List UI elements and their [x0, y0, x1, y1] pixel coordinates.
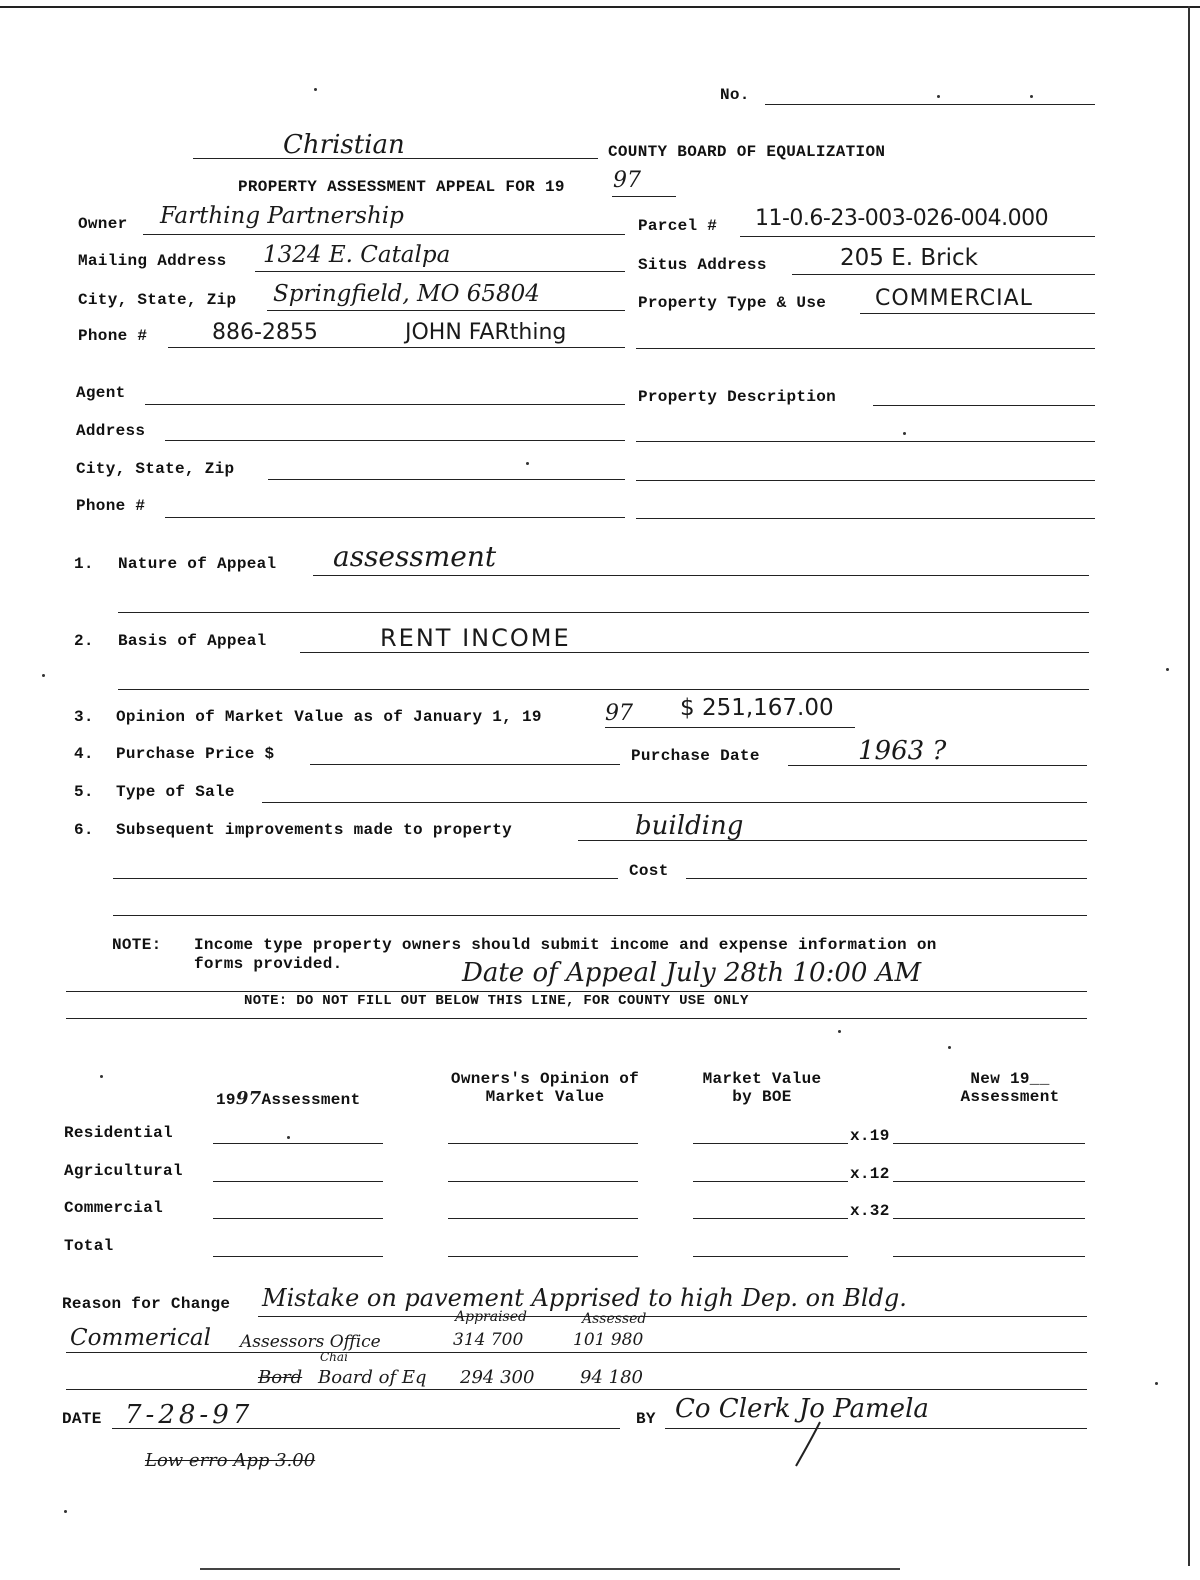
col-new-assessment-line1: New 19__	[970, 1070, 1050, 1088]
scan-speck	[526, 462, 529, 465]
reason-line-1-rule	[258, 1316, 1087, 1317]
row-agricultural-factor: x.12	[850, 1165, 890, 1183]
row-residential-label: Residential	[64, 1124, 173, 1142]
item-3-line	[605, 727, 855, 728]
agent-address-line	[165, 440, 625, 441]
county-line	[193, 158, 598, 159]
right-blank-line	[636, 348, 1095, 349]
assessed-label: Assessed	[582, 1311, 647, 1327]
parcel-value: 11-0.6-23-003-026-004.000	[755, 206, 1049, 231]
agent-line	[145, 404, 625, 405]
by-signature: Co Clerk Jo Pamela	[675, 1394, 929, 1424]
reason-line-2-rule	[66, 1352, 1087, 1353]
item-4-label: Purchase Price $	[116, 745, 275, 763]
col-owner-opinion-line2: Market Value	[485, 1088, 605, 1106]
scan-speck	[1155, 1382, 1158, 1385]
reason-line-3-rule	[66, 1389, 1087, 1390]
desc-line-3	[636, 480, 1095, 481]
reason-label: Reason for Change	[62, 1295, 231, 1313]
city-label: City, State, Zip	[78, 291, 237, 309]
office-assessed-value: 101 980	[573, 1330, 644, 1350]
desc-line-4	[636, 518, 1095, 519]
item-6-number: 6.	[74, 821, 94, 839]
agent-city-label: City, State, Zip	[76, 460, 235, 478]
bottom-scribble: Low erro App 3.00	[145, 1450, 316, 1471]
appeal-year-line	[612, 196, 676, 197]
scan-speck	[903, 432, 906, 435]
col-boe-line2: by BOE	[732, 1088, 792, 1106]
parcel-line	[740, 236, 1095, 237]
item-3-year: 97	[605, 701, 633, 726]
phone-contact: JOHN FARthing	[405, 320, 567, 345]
row-agricultural-label: Agricultural	[64, 1162, 183, 1180]
board-struck: Bord	[258, 1367, 303, 1388]
agent-phone-label: Phone #	[76, 497, 146, 515]
board-of-eq: Board of Eq	[318, 1367, 427, 1388]
no-label: No.	[720, 86, 750, 104]
board-title: COUNTY BOARD OF EQUALIZATION	[608, 143, 886, 161]
col-assessment-suffix: Assessment	[261, 1091, 361, 1109]
item-6-line	[578, 840, 1087, 841]
city-value: Springfield, MO 65804	[273, 281, 540, 307]
item-6-line-2	[113, 878, 618, 879]
mailing-label: Mailing Address	[78, 252, 227, 270]
item-2-line	[300, 652, 1089, 653]
board-appraised-value: 294 300	[460, 1367, 535, 1388]
row-total-label: Total	[64, 1237, 114, 1255]
cost-line	[686, 878, 1087, 879]
property-description-line	[873, 405, 1095, 406]
scan-speck	[42, 674, 45, 677]
col-new-assessment-line2: Assessment	[960, 1088, 1060, 1106]
item-1-value: assessment	[333, 540, 497, 573]
item-3-value: $ 251,167.00	[680, 695, 834, 721]
reason-line-1: Mistake on pavement Apprised to high Dep. on Bldg.	[262, 1284, 907, 1312]
situs-label: Situs Address	[638, 256, 767, 274]
row-agricultural-cell-3	[693, 1181, 848, 1182]
appeal-year: 97	[613, 168, 641, 193]
row-agricultural-cell-4	[893, 1181, 1085, 1182]
item-2-value: RENT INCOME	[380, 624, 571, 652]
row-commercial-cell-3	[693, 1218, 848, 1219]
date-of-appeal: Date of Appeal July 28th 10:00 AM	[462, 958, 922, 988]
scan-speck	[948, 1046, 951, 1049]
owner-line	[143, 234, 625, 235]
item-1-label: Nature of Appeal	[118, 555, 277, 573]
appeal-title: PROPERTY ASSESSMENT APPEAL FOR 19	[238, 178, 565, 196]
row-total-cell-2	[448, 1256, 638, 1257]
col-assessment-year: 97	[235, 1088, 262, 1109]
date-value: 7-28-97	[125, 1400, 254, 1430]
date-line	[112, 1428, 620, 1429]
scan-speck	[287, 1136, 290, 1139]
item-3-label: Opinion of Market Value as of January 1, 19	[116, 708, 542, 726]
page-edge-right	[1188, 6, 1190, 1566]
city-line	[267, 310, 625, 311]
row-residential-cell-4	[893, 1143, 1085, 1144]
row-total-cell-1	[213, 1256, 383, 1257]
row-total-cell-4	[893, 1256, 1085, 1257]
purchase-date-line	[788, 765, 1087, 766]
phone-value: 886-2855	[212, 320, 318, 345]
col-owner-opinion-line1: Owners's Opinion of	[450, 1070, 640, 1088]
property-description-label: Property Description	[638, 388, 837, 406]
note-text-1: Income type property owners should submit income and expense information on	[194, 936, 937, 954]
phone-line	[168, 347, 625, 348]
county-name: Christian	[283, 130, 405, 160]
mailing-line	[255, 271, 625, 272]
col-assessment-prefix: 19	[216, 1091, 236, 1109]
desc-line-2	[636, 441, 1095, 442]
no-line	[765, 104, 1095, 105]
owner-value: Farthing Partnership	[160, 203, 404, 229]
scan-speck	[100, 1075, 103, 1078]
by-line	[665, 1428, 1087, 1429]
type-value: COMMERCIAL	[875, 286, 1033, 311]
agent-label: Agent	[76, 384, 126, 402]
item-2-line-2	[118, 689, 1089, 690]
scan-speck	[1166, 668, 1169, 671]
owner-label: Owner	[78, 215, 128, 233]
col-owner-opinion-header	[432, 1070, 658, 1106]
col-boe-line1: Market Value	[702, 1070, 822, 1088]
scan-speck	[838, 1030, 841, 1033]
appraised-label: Appraised	[455, 1309, 527, 1325]
purchase-date-value: 1963 ?	[858, 736, 947, 766]
col-boe-header	[682, 1070, 842, 1106]
agent-city-line	[268, 479, 625, 480]
county-use-note: NOTE: DO NOT FILL OUT BELOW THIS LINE, FOR COUNTY USE ONLY	[244, 993, 749, 1009]
col-assessment-header	[216, 1088, 360, 1109]
county-use-line-bottom	[66, 1018, 1087, 1019]
page-edge-bottom	[200, 1568, 900, 1570]
row-agricultural-cell-1	[213, 1181, 383, 1182]
row-agricultural-cell-2	[448, 1181, 638, 1182]
item-1-number: 1.	[74, 555, 94, 573]
situs-line	[792, 274, 1095, 275]
row-residential-factor: x.19	[850, 1127, 890, 1145]
page-edge-top	[0, 6, 1200, 8]
row-residential-cell-1	[213, 1143, 383, 1144]
row-residential-cell-2	[448, 1143, 638, 1144]
scan-speck	[314, 88, 317, 91]
reason-line-2-commercial: Commerical	[70, 1325, 211, 1351]
scan-speck	[64, 1510, 67, 1513]
item-6-label: Subsequent improvements made to property	[116, 821, 513, 839]
row-commercial-cell-2	[448, 1218, 638, 1219]
phone-label: Phone #	[78, 327, 148, 345]
row-residential-cell-3	[693, 1143, 848, 1144]
parcel-label: Parcel #	[638, 217, 718, 235]
row-commercial-label: Commercial	[64, 1199, 164, 1217]
type-line	[860, 313, 1095, 314]
purchase-date-label: Purchase Date	[631, 747, 760, 765]
chair-note: Chai	[320, 1350, 348, 1364]
item-5-label: Type of Sale	[116, 783, 235, 801]
scan-speck	[937, 95, 940, 98]
type-of-sale-line	[262, 802, 1087, 803]
note-label: NOTE:	[112, 936, 162, 954]
item-1-line	[313, 575, 1089, 576]
assessors-office: Assessors Office	[240, 1332, 381, 1352]
item-2-number: 2.	[74, 632, 94, 650]
row-commercial-cell-1	[213, 1218, 383, 1219]
row-total-cell-3	[693, 1256, 848, 1257]
scan-speck	[1030, 95, 1033, 98]
agent-address-label: Address	[76, 422, 146, 440]
purchase-price-line	[310, 764, 620, 765]
office-appraised-value: 314 700	[453, 1330, 524, 1350]
mailing-value: 1324 E. Catalpa	[263, 242, 451, 268]
type-label: Property Type & Use	[638, 294, 827, 312]
col-new-assessment-header	[940, 1070, 1080, 1106]
item-2-label: Basis of Appeal	[118, 632, 267, 650]
agent-phone-line	[165, 517, 625, 518]
date-label: DATE	[62, 1410, 102, 1428]
item-6-value: building	[635, 811, 744, 841]
situs-value: 205 E. Brick	[840, 245, 978, 271]
item-5-number: 5.	[74, 783, 94, 801]
board-assessed-value: 94 180	[580, 1367, 643, 1388]
cost-label: Cost	[629, 862, 669, 880]
by-label: BY	[636, 1410, 656, 1428]
row-commercial-factor: x.32	[850, 1202, 890, 1220]
item-1-line-2	[118, 612, 1089, 613]
item-4-number: 4.	[74, 745, 94, 763]
item-3-number: 3.	[74, 708, 94, 726]
item-6-line-3	[113, 915, 1087, 916]
signature-stroke	[790, 1420, 830, 1470]
row-commercial-cell-4	[893, 1218, 1085, 1219]
note-text-2: forms provided.	[194, 955, 343, 973]
county-use-line-top	[66, 991, 1087, 992]
